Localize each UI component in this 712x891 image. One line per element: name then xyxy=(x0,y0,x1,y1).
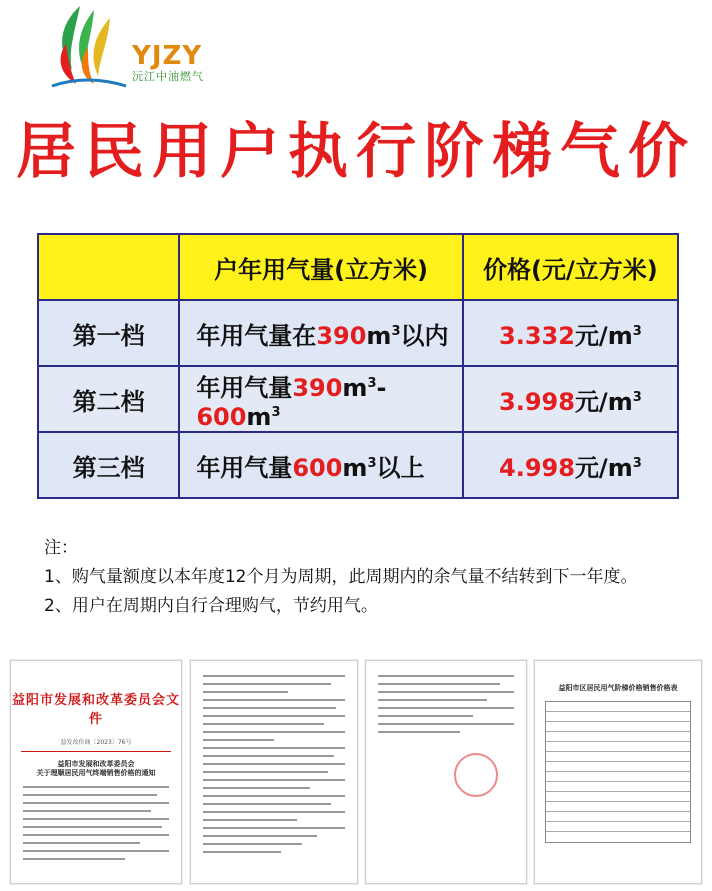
price-cell: 3.998元$/m^3$ xyxy=(463,366,678,432)
notes-section xyxy=(44,536,704,623)
document-thumbnail-1[interactable] xyxy=(10,660,182,884)
usage-cell: 年用气量$390m^3-600m^3$ xyxy=(179,366,462,432)
table-row xyxy=(38,300,678,366)
note-item-1: 1、购气量额度以本年度12个月为周期，此周期内的余气量不结转到下一年度。 xyxy=(44,567,638,587)
document-thumbnail-2[interactable] xyxy=(190,660,358,884)
page-title: 居民用户执行阶梯气价 xyxy=(16,117,696,187)
price-cell: 4.998元$/m^3$ xyxy=(463,432,678,498)
header-tier xyxy=(38,234,179,300)
note-item-2: 2、用户在周期内自行合理购气，节约用气。 xyxy=(44,596,378,616)
doc1-header: 益阳市发展和改革委员会文件 xyxy=(11,693,180,727)
table-row xyxy=(38,366,678,432)
doc4-table xyxy=(545,701,691,843)
header-usage: 户年用气量(立方米) xyxy=(179,234,462,300)
price-cell: 3.332元$/m^3$ xyxy=(463,300,678,366)
tier-label: 第三档 xyxy=(38,432,179,498)
usage-cell: 年用气量$600m^3$以上 xyxy=(179,432,462,498)
header-price: 价格(元/立方米) xyxy=(463,234,678,300)
flame-logo-icon xyxy=(42,4,132,90)
table-header-row xyxy=(38,234,678,300)
document-thumbnail-4[interactable] xyxy=(534,660,702,884)
tier-price-table xyxy=(37,233,679,499)
doc4-title: 益阳市区居民用气阶梯价格销售价格表 xyxy=(558,684,678,692)
tier-label: 第二档 xyxy=(38,366,179,432)
brand-subtitle: 沅江中油燃气 xyxy=(132,70,204,83)
tier-label: 第一档 xyxy=(38,300,179,366)
document-thumbnail-3[interactable] xyxy=(365,660,527,884)
table-row xyxy=(38,432,678,498)
usage-cell: 年用气量在$390m^3$以内 xyxy=(179,300,462,366)
company-logo xyxy=(42,4,222,90)
doc1-subject: 益阳市发展和改革委员会 关于理顺居民用气终端销售价格的通知 xyxy=(36,760,156,777)
brand-name: YJZY xyxy=(132,41,203,71)
notes-label: 注： xyxy=(44,538,78,558)
red-seal-stamp xyxy=(454,753,498,797)
doc1-number: 益发改价商〔2023〕76号 xyxy=(60,739,132,746)
